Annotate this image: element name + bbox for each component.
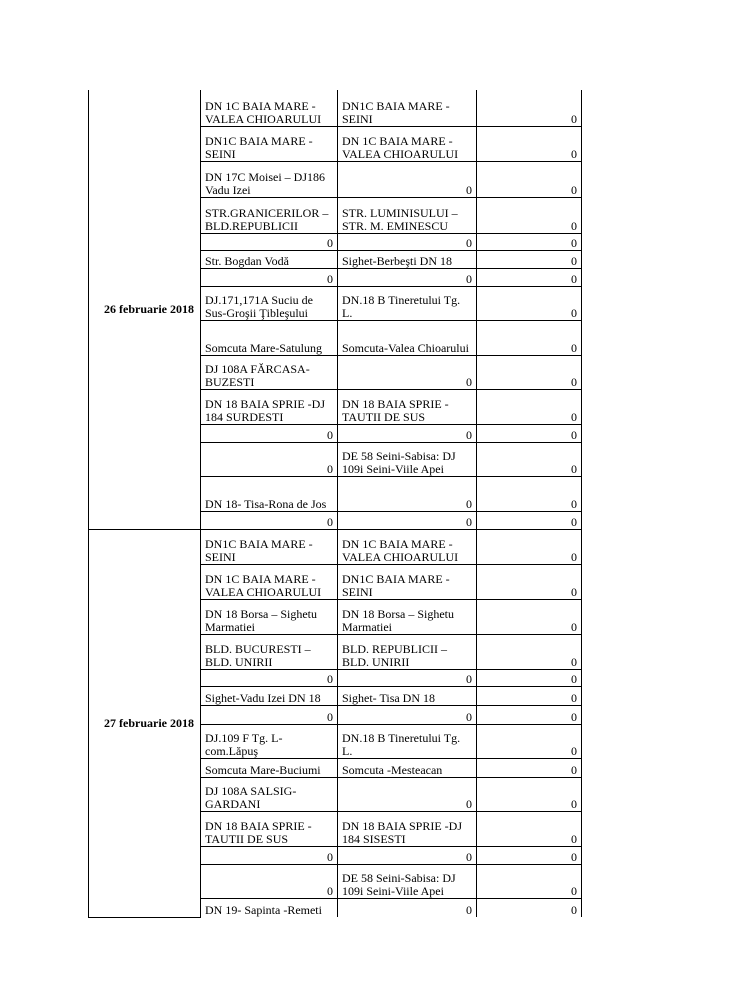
to-road-cell: 0 [338,898,477,917]
value-cell: 0 [477,511,582,529]
to-road-cell: 0 [338,161,477,197]
value-cell: 0 [477,268,582,286]
from-road-cell: DN 18- Tisa-Rona de Jos [201,476,338,511]
value-cell: 0 [477,686,582,705]
value-cell: 0 [477,634,582,669]
from-road-cell: DJ 108A SALSIG-GARDANI [201,777,338,811]
from-road-cell: 0 [201,511,338,529]
to-road-cell: 0 [338,511,477,529]
to-road-cell: 0 [338,669,477,686]
to-road-cell: Somcuta-Valea Chioarului [338,320,477,355]
value-cell: 0 [477,811,582,846]
from-road-cell: 0 [201,846,338,864]
value-cell: 0 [477,846,582,864]
to-road-cell: Somcuta -Mesteacan [338,758,477,777]
to-road-cell: DN.18 B Tineretului Tg. L. [338,286,477,320]
from-road-cell: Str. Bogdan Vodă [201,250,338,268]
from-road-cell: DJ.171,171A Suciu de Sus-Groşii Ţibleşului [201,286,338,320]
value-cell: 0 [477,355,582,389]
to-road-cell: 0 [338,268,477,286]
to-road-cell: DE 58 Seini-Sabisa: DJ 109i Seini-Viile Apei [338,442,477,476]
value-cell: 0 [477,758,582,777]
from-road-cell: 0 [201,705,338,724]
from-road-cell: Somcuta Mare-Buciumi [201,758,338,777]
to-road-cell: 0 [338,705,477,724]
from-road-cell: DJ.109 F Tg. L-com.Lăpuş [201,724,338,758]
value-cell: 0 [477,126,582,161]
value-cell: 0 [477,233,582,250]
from-road-cell: 0 [201,233,338,250]
from-road-cell: DN 17C Moisei – DJ186 Vadu Izei [201,161,338,197]
to-road-cell: DN1C BAIA MARE - SEINI [338,564,477,599]
from-road-cell: 0 [201,442,338,476]
value-cell: 0 [477,476,582,511]
from-road-cell: DN 1C BAIA MARE - VALEA CHIOARULUI [201,90,338,126]
value-cell: 0 [477,424,582,442]
to-road-cell: DN 1C BAIA MARE - VALEA CHIOARULUI [338,126,477,161]
value-cell: 0 [477,161,582,197]
to-road-cell: Sighet-Berbeşti DN 18 [338,250,477,268]
from-road-cell: DN 19- Sapinta -Remeti [201,898,338,917]
to-road-cell: DN 1C BAIA MARE - VALEA CHIOARULUI [338,529,477,564]
from-road-cell: DN 18 BAIA SPRIE - TAUTII DE SUS [201,811,338,846]
value-cell: 0 [477,90,582,126]
roads-table [88,90,582,918]
value-cell: 0 [477,724,582,758]
from-road-cell: 0 [201,864,338,898]
value-cell: 0 [477,705,582,724]
from-road-cell: DN1C BAIA MARE - SEINI [201,126,338,161]
from-road-cell: DN 1C BAIA MARE - VALEA CHIOARULUI [201,564,338,599]
to-road-cell: DN 18 BAIA SPRIE -DJ 184 SISESTI [338,811,477,846]
to-road-cell: DN 18 BAIA SPRIE - TAUTII DE SUS [338,389,477,424]
from-road-cell: DN1C BAIA MARE - SEINI [201,529,338,564]
to-road-cell: 0 [338,355,477,389]
from-road-cell: STR.GRANICERILOR – BLD.REPUBLICII [201,197,338,233]
to-road-cell: 0 [338,424,477,442]
value-cell: 0 [477,669,582,686]
value-cell: 0 [477,250,582,268]
from-road-cell: 0 [201,268,338,286]
value-cell: 0 [477,777,582,811]
to-road-cell: Sighet- Tisa DN 18 [338,686,477,705]
table-row [89,529,582,564]
from-road-cell: DN 18 BAIA SPRIE -DJ 184 SURDESTI [201,389,338,424]
to-road-cell: DN 18 Borsa – Sighetu Marmatiei [338,599,477,634]
roads-table-body [89,90,582,917]
from-road-cell: 0 [201,669,338,686]
to-road-cell: STR. LUMINISULUI – STR. M. EMINESCU [338,197,477,233]
value-cell: 0 [477,898,582,917]
to-road-cell: 0 [338,777,477,811]
to-road-cell: 0 [338,476,477,511]
to-road-cell: 0 [338,233,477,250]
from-road-cell: BLD. BUCURESTI – BLD. UNIRII [201,634,338,669]
value-cell: 0 [477,442,582,476]
value-cell: 0 [477,529,582,564]
from-road-cell: Sighet-Vadu Izei DN 18 [201,686,338,705]
from-road-cell: DN 18 Borsa – Sighetu Marmatiei [201,599,338,634]
value-cell: 0 [477,389,582,424]
date-cell: 26 februarie 2018 [89,90,201,529]
value-cell: 0 [477,320,582,355]
to-road-cell: DE 58 Seini-Sabisa: DJ 109i Seini-Viile Apei [338,864,477,898]
to-road-cell: BLD. REPUBLICII – BLD. UNIRII [338,634,477,669]
from-road-cell: Somcuta Mare-Satulung [201,320,338,355]
from-road-cell: DJ 108A FĂRCASA-BUZESTI [201,355,338,389]
to-road-cell: DN.18 B Tineretului Tg. L. [338,724,477,758]
from-road-cell: 0 [201,424,338,442]
value-cell: 0 [477,864,582,898]
value-cell: 0 [477,286,582,320]
value-cell: 0 [477,564,582,599]
table-row [89,90,582,126]
value-cell: 0 [477,197,582,233]
value-cell: 0 [477,599,582,634]
date-cell: 27 februarie 2018 [89,529,201,917]
to-road-cell: DN1C BAIA MARE - SEINI [338,90,477,126]
to-road-cell: 0 [338,846,477,864]
